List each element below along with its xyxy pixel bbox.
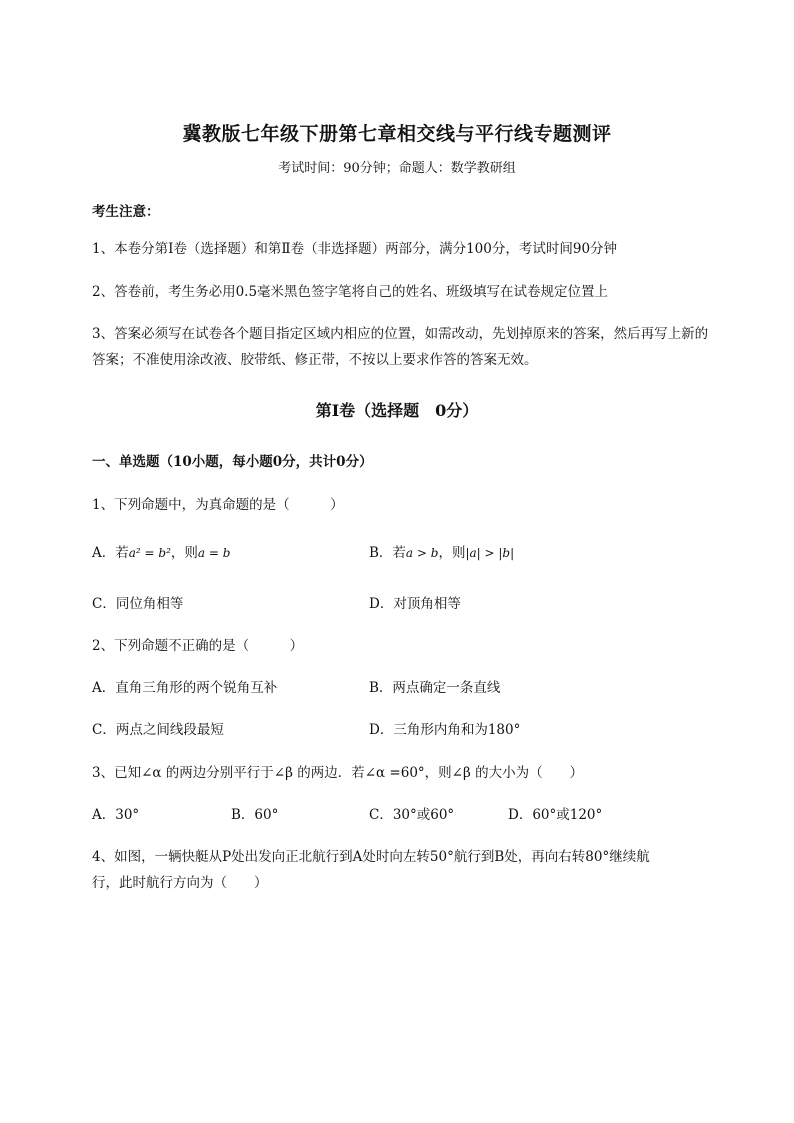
q2-option-b: B．两点确定一条直线: [369, 680, 501, 696]
q2-option-d: D．三角形内角和为180°: [369, 722, 521, 738]
q1-b-mid: ，则: [438, 545, 466, 561]
q1-b-math: a > b: [405, 546, 439, 560]
q2-option-a: A．直角三角形的两个锐角互补: [92, 680, 278, 696]
q1-a-label: A．若: [92, 545, 129, 561]
q3-option-a: A．30°: [92, 807, 140, 823]
q4-stem-line1: 4、如图，一辆快艇从P处出发向正北航行到A处时向左转50°航行到B处，再向右转80°继续航: [92, 849, 650, 865]
q4-stem-line2: 行，此时航行方向为（ ）: [92, 875, 268, 891]
section-title: 第Ⅰ卷（选择题 0分）: [315, 401, 479, 420]
q1-option-b: [369, 541, 514, 561]
q1-a-mid: ，则: [170, 545, 198, 561]
q3-option-d: D．60°或120°: [508, 807, 603, 823]
page-subtitle: 考试时间：90分钟；命题人：数学教研组: [278, 161, 516, 176]
notice-1: 1、本卷分第Ⅰ卷（选择题）和第Ⅱ卷（非选择题）两部分，满分100分，考试时间90分钟: [92, 241, 618, 257]
q1-b-math2: |a| > |b|: [465, 546, 515, 560]
q1-a-math: a² = b²: [128, 546, 171, 560]
q3-stem: 3、已知∠α 的两边分别平行于∠β 的两边．若∠α =60°，则∠β 的大小为（ ）: [92, 765, 584, 781]
notice-heading: 考生注意：: [92, 204, 160, 220]
q1-option-d: D．对顶角相等: [369, 596, 461, 612]
notice-2: 2、答卷前，考生务必用0.5毫米黑色签字笔将自己的姓名、班级填写在试卷规定位置上: [92, 284, 609, 300]
q1-b-label: B．若: [369, 545, 406, 561]
q1-option-c: C．同位角相等: [92, 596, 184, 612]
q3-option-b: B．60°: [231, 807, 279, 823]
q2-stem: 2、下列命题不正确的是（ ）: [92, 638, 304, 654]
page-title: 冀教版七年级下册第七章相交线与平行线专题测评: [182, 123, 612, 145]
q1-option-a: [92, 541, 230, 561]
notice-3: 3、答案必须写在试卷各个题目指定区域内相应的位置，如需改动，先划掉原来的答案，然后再写上新的答案；不准使用涂改液、胶带纸、修正带，不按以上要求作答的答案无效。: [92, 326, 709, 368]
q3-option-c: C．30°或60°: [369, 807, 455, 823]
q1-stem: 1、下列命题中，为真命题的是（ ）: [92, 497, 344, 513]
q1-a-math2: a = b: [197, 546, 231, 560]
part-heading: 一、单选题（10小题，每小题0分，共计0分）: [92, 454, 373, 470]
q2-option-c: C．两点之间线段最短: [92, 722, 224, 738]
